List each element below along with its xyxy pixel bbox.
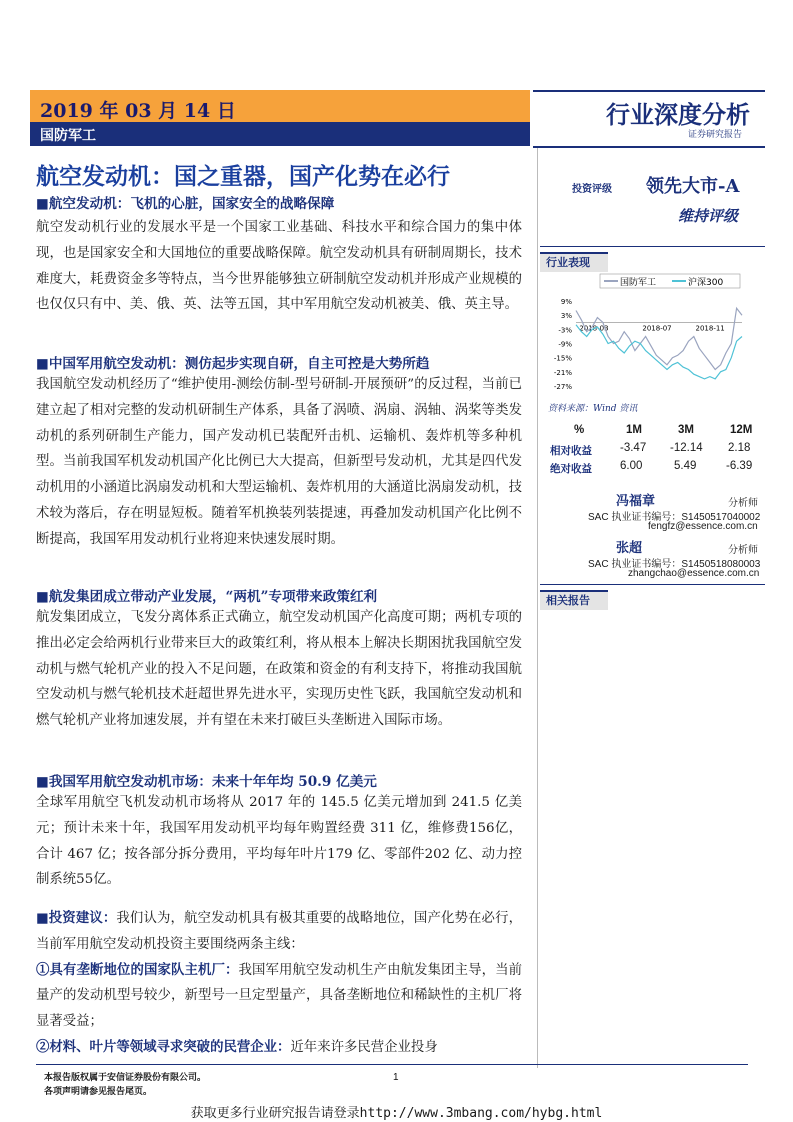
investment-intro: 我们认为，航空发动机具有极其重要的战略地位，国产化势在必行，当前军用航空发动机投资主要围绕两条主线： [36, 911, 522, 952]
section-body: 航空发动机行业的发展水平是一个国家工业基础、科技水平和综合国力的集中体现，也是国家安全和大国地位的重要战略保障。航空发动机具有研制周期长，技术难度大，耗费资金多等特点，当今世界能够独立研制航空发动机并形成产业规模的也仅仅只有中、美、俄、英、法等五国，其中军用航空发动机被美、俄、英主导。 [36, 220, 522, 313]
page-number: 1 [393, 1072, 399, 1083]
header-divider [533, 90, 765, 92]
investment-item2-body: 近年来许多民营企业投身 [290, 1039, 438, 1055]
legend-label-defense: 国防军工 [620, 278, 657, 288]
investment-heading: ■投资建议： [36, 910, 117, 926]
analyst-cert: SAC 执业证书编号：S1450517040002 [588, 512, 761, 523]
perf-header-12m: 12M [730, 424, 753, 436]
chart-y-tick: -27% [553, 383, 572, 391]
section-heading: ■航发集团成立带动产业发展，“两机”专项带来政策红利 [36, 589, 378, 605]
analyst-name: 张超 [616, 541, 643, 556]
chart-x-tick: 2018-07 [642, 324, 672, 333]
report-date: 2019 年 03 月 14 日 [40, 100, 236, 122]
section-body: 航发集团成立，飞发分离体系正式确立，航空发动机国产化高度可期；两机专项的推出必定会给两机行业带来巨大的政策红利，将从根本上解决长期困扰我国航空发动机与燃气轮机产业的投入不足问题，在政策和资金的有利支持下，将推动我国航空发动机与燃气轮机技术赶超世界先进水平，实现历史性飞跃，我国航空发动机和燃气轮机产业将加速发展，并有望在未来打破巨头垄断进入国际市场。 [36, 610, 522, 729]
report-type: 行业深度分析 [606, 100, 750, 129]
related-reports-line [540, 584, 765, 585]
section-heading: ■我国军用航空发动机市场：未来十年年均 50.9 亿美元 [36, 774, 377, 790]
header-divider-bottom [533, 146, 765, 148]
related-reports-title: 相关报告 [546, 594, 590, 607]
analyst-email: fengfz@essence.com.cn [648, 521, 758, 532]
sector-label: 国防军工 [40, 128, 96, 144]
perf-header-1m: 1M [626, 424, 642, 436]
legend-label-hs300: 沪深300 [688, 278, 724, 288]
perf-row-label: 相对收益 [550, 445, 592, 457]
perf-cell: -12.14 [670, 442, 703, 454]
industry-perf-line [540, 246, 765, 247]
chart-y-tick: -9% [558, 340, 572, 349]
perf-row-label: 绝对收益 [550, 463, 592, 475]
footer-divider [36, 1064, 748, 1065]
investment-item1-head: ①具有垄断地位的国家队主机厂： [36, 961, 239, 978]
section-heading: ■航空发动机：飞机的心脏，国家安全的战略保障 [36, 196, 335, 212]
perf-cell: -6.39 [726, 460, 753, 472]
analyst-cert: SAC 执业证书编号：S1450518080003 [588, 559, 761, 570]
chart-y-tick: -21% [553, 368, 572, 377]
footer-disclaimer: 各项声明请参见报告尾页。 [44, 1087, 153, 1097]
analyst-role: 分析师 [728, 498, 758, 509]
investment-advice [36, 906, 522, 1061]
report-subtitle: 证券研究报告 [688, 130, 743, 140]
analyst-name: 冯福章 [616, 494, 656, 509]
sector-bar [30, 122, 530, 146]
perf-header-pct: % [574, 424, 585, 436]
perf-cell: 6.00 [620, 460, 643, 472]
investment-item1-body: 我国军用航空发动机生产由航发集团主导，当前量产的发动机型号较少，新型号一旦定型量产，具备垄断地位和稀缺性的主机厂将显著受益； [36, 962, 522, 1030]
perf-header-3m: 3M [678, 424, 694, 436]
analyst-email: zhangchao@essence.com.cn [628, 568, 760, 579]
rating-maintained: 维持评级 [678, 207, 739, 225]
footer-copyright: 本报告版权属于安信证券股份有限公司。 [44, 1073, 207, 1083]
chart-y-tick: 9% [560, 298, 572, 307]
perf-cell: -3.47 [620, 442, 647, 454]
download-link-text[interactable]: 获取更多行业研究报告请登录http://www.3mbang.com/hybg.html [190, 1106, 603, 1121]
chart-x-tick: 2018-03 [579, 324, 609, 333]
investment-item2-head: ②材料、叶片等领域寻求突破的民营企业： [36, 1038, 291, 1055]
analyst-role: 分析师 [728, 545, 758, 556]
industry-performance-chart [542, 272, 747, 392]
page-title: 航空发动机：国之重器，国产化势在必行 [36, 163, 450, 190]
chart-y-tick: -3% [558, 326, 572, 335]
section-body: 全球军用航空飞机发动机市场将从 2017 年的 145.5 亿美元增加到 241.5 亿美元；预计未来十年，我国军用发动机平均每年购置经费 311 亿，维修费156亿，合计 467 亿；按各部分拆分费用，平均每年叶片179 亿、零部件202 亿、动力控制系统55亿。 [36, 795, 522, 888]
rating-label: 投资评级 [572, 184, 612, 195]
chart-series-line [576, 325, 742, 379]
chart-x-tick: 2018-11 [695, 324, 725, 333]
section-body: 我国航空发动机经历了“维护使用-测绘仿制-型号研制-开展预研”的反过程，当前已建立起了相对完整的发动机研制生产体系，具备了涡喷、涡扇、涡轴、涡桨等类发动机的系列研制生产能力，国产发动机已装配歼击机、运输机、轰炸机等多种机型。当前我国军机发动机国产化比例已大大提高，但新型号发动机，尤其是四代发动机用的小涵道比涡扇发动机和大型运输机、轰炸机用的大涵道比涡扇发动机，技术较为落后，存在明显短板。随着军机换装列装提速，再叠加发动机国产化比例不断提高，我国军用发动机行业将迎来快速发展时期。 [36, 377, 522, 547]
industry-perf-title: 行业表现 [546, 256, 590, 269]
chart-y-tick: 3% [560, 312, 572, 321]
chart-series-line [576, 308, 742, 369]
perf-cell: 5.49 [674, 460, 697, 472]
rating-value: 领先大市-A [646, 176, 740, 197]
section-heading: ■中国军用航空发动机：测仿起步实现自研，自主可控是大势所趋 [36, 356, 430, 372]
perf-cell: 2.18 [728, 442, 751, 454]
source-note: 资料来源：Wind 资讯 [548, 404, 638, 414]
column-divider [537, 148, 538, 1068]
chart-y-tick: -15% [553, 354, 572, 363]
